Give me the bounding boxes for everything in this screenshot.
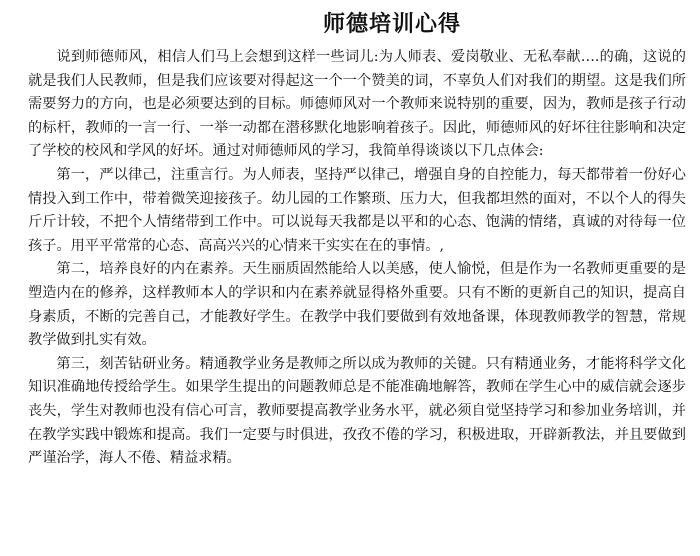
- paragraph-second-point: 第二，培养良好的内在素养。天生丽质固然能给人以美感，使人愉悦，但是作为一名教师更重要的是塑造内在的修养，这样教师本人的学识和内在素养就显得格外重要。只有不断的更新自己的知识，提高自身素质，不断的完善自己，才能教好学生。在教学中我们要做到有效地备课，体现教师教学的智慧，常规教学做到扎实有效。: [28, 261, 686, 349]
- document-title: 师德培训心得: [322, 12, 461, 37]
- paragraph-intro: 说到师德师风，相信人们马上会想到这样一些词儿:为人师表、爱岗敬业、无私奉献….的确，这说的就是我们人民教师，但是我们应该要对得起这一个一个赞美的词，不辜负人们对我们的期望。这是我们所需要努力的方向，也是必须要达到的目标。师德师风对一个教师来说特别的重要，因为，教师是孩子行动的标杆，教师的一言一行、一举一动都在潜移默化地影响着孩子。因此，师德师风的好坏往往影响和决定了学校的校风和学风的好坏。通过对师德师风的学习，我简单得谈谈以下几点体会:: [28, 49, 686, 160]
- paragraph-first-point: 第一，严以律己，注重言行。为人师表，坚持严以律己，增强自身的自控能力，每天都带着一份好心情投入到工作中，带着微笑迎接孩子。幼儿园的工作繁琐、压力大，但我都坦然的面对，不以个人的得失斤斤计较，不把个人情绪带到工作中。可以说每天我都是以平和的心态、饱满的情绪，真诚的对待每一位孩子。用平平常常的心态、高高兴兴的心情来干实实在在的事情。,: [28, 166, 686, 254]
- paragraph-third-point: 第三，刻苦钻研业务。精通教学业务是教师之所以成为教师的关键。只有精通业务，才能将科学文化知识准确地传授给学生。如果学生提出的问题教师总是不能准确地解答，教师在学生心中的威信就会逐步丧失，学生对教师也没有信心可言，教师要提高教学业务水平，就必须自觉坚持学习和参加业务培训，并在教学实践中锻炼和提高。我们一定要与时俱进，孜孜不倦的学习，积极进取，开辟新教法，并且要做到严谨治学，海人不倦、精益求精。: [28, 355, 686, 467]
